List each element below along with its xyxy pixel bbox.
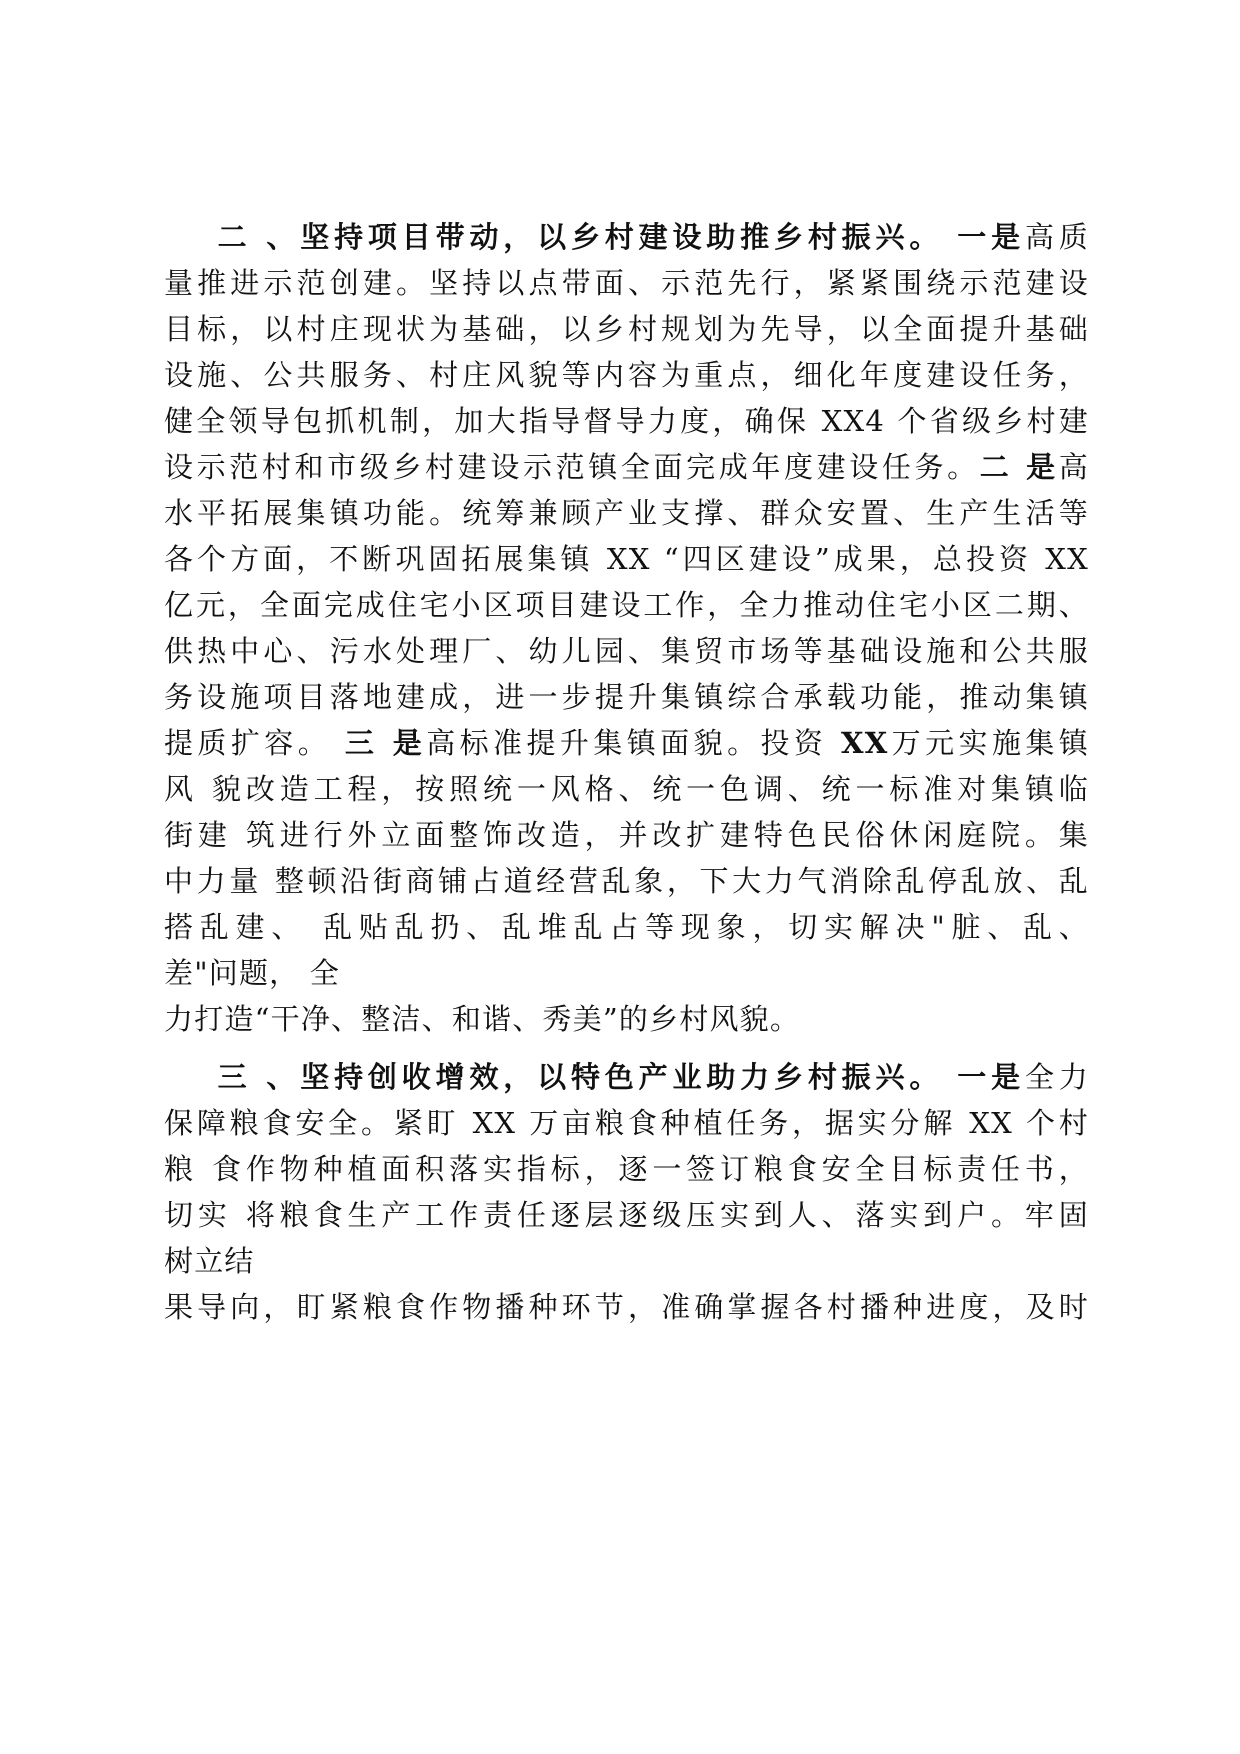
section2-line-4: 设施、公共服务、村庄风貌等内容为重点，细化年度建设任务， [164,358,1089,392]
section2-line-8: 各个方面，不断巩固拓展集镇 XX “四区建设”成果，总投资 XX [164,542,1089,576]
section2-line-11: 务设施项目落地建成，进一步提升集镇综合承载功能，推动集镇 [164,680,1089,714]
section3-line-4: 切实 将粮食生产工作责任逐层逐级压实到人、落实到户。牢固 [164,1198,1089,1232]
section2-lead-2: 二 是 [979,450,1059,484]
section2-line-14: 街建 筑进行外立面整饰改造，并改扩建特色民俗休闲庭院。集 [164,818,1089,852]
section2-line-17: 差"问题， 全 [164,956,340,990]
section3-lead-1: 一是 [957,1060,1025,1094]
section3-line-3: 粮 食作物种植面积落实指标，逐一签订粮食安全目标责任书， [164,1152,1089,1186]
section2-line-1: 二 、坚持项目带动，以乡村建设助推乡村振兴。 一是高质 [214,220,1090,254]
section2-line-7: 水平拓展集镇功能。统筹兼顾产业支撑、群众安置、生产生活等 [164,496,1089,530]
section3-line-6: 果导向，盯紧粮食作物播种环节，准确掌握各村播种进度，及时 [164,1290,1089,1324]
section2-line-13: 风 貌改造工程，按照统一风格、统一色调、统一标准对集镇临 [164,772,1089,806]
section2-lead-1: 一是 [957,220,1025,254]
section2-line-9: 亿元，全面完成住宅小区项目建设工作，全力推动住宅小区二期、 [164,588,1089,622]
section2-line-5: 健全领导包抓机制，加大指导督导力度，确保 XX4 个省级乡村建 [164,404,1089,438]
section2-line-6: 设示范村和市级乡村建设示范镇全面完成年度建设任务。二 是高 [164,450,1089,484]
section3-line-1: 三 、坚持创收增效，以特色产业助力乡村振兴。 一是全力 [214,1060,1090,1094]
section2-line-3: 目标，以村庄现状为基础，以乡村规划为先导，以全面提升基础 [164,312,1089,346]
section2-line-2: 量推进示范创建。坚持以点带面、示范先行，紧紧围绕示范建设 [164,266,1089,300]
section2-line-15: 中力量 整顿沿街商铺占道经营乱象，下大力气消除乱停乱放、乱 [164,864,1089,898]
section2-lead-3: 三 是 [344,726,427,760]
section2-line-16: 搭乱建、 乱贴乱扔、乱堆乱占等现象，切实解决"脏、乱、 [164,910,1089,944]
section3-line-2: 保障粮食安全。紧盯 XX 万亩粮食种植任务，据实分解 XX 个村 [164,1106,1089,1140]
section2-line-12: 提质扩容。 三 是高标准提升集镇面貌。投资 XX万元实施集镇 [164,726,1089,760]
section2-line-10: 供热中心、污水处理厂、幼儿园、集贸市场等基础设施和公共服 [164,634,1089,668]
section3-heading: 三 、坚持创收增效，以特色产业助力乡村振兴。 [214,1060,944,1094]
section2-heading: 二 、坚持项目带动，以乡村建设助推乡村振兴。 [214,220,944,254]
section3-line-5: 树立结 [164,1244,255,1278]
section2-line-18: 力打造“干净、整洁、和谐、秀美”的乡村风貌。 [164,1002,801,1036]
